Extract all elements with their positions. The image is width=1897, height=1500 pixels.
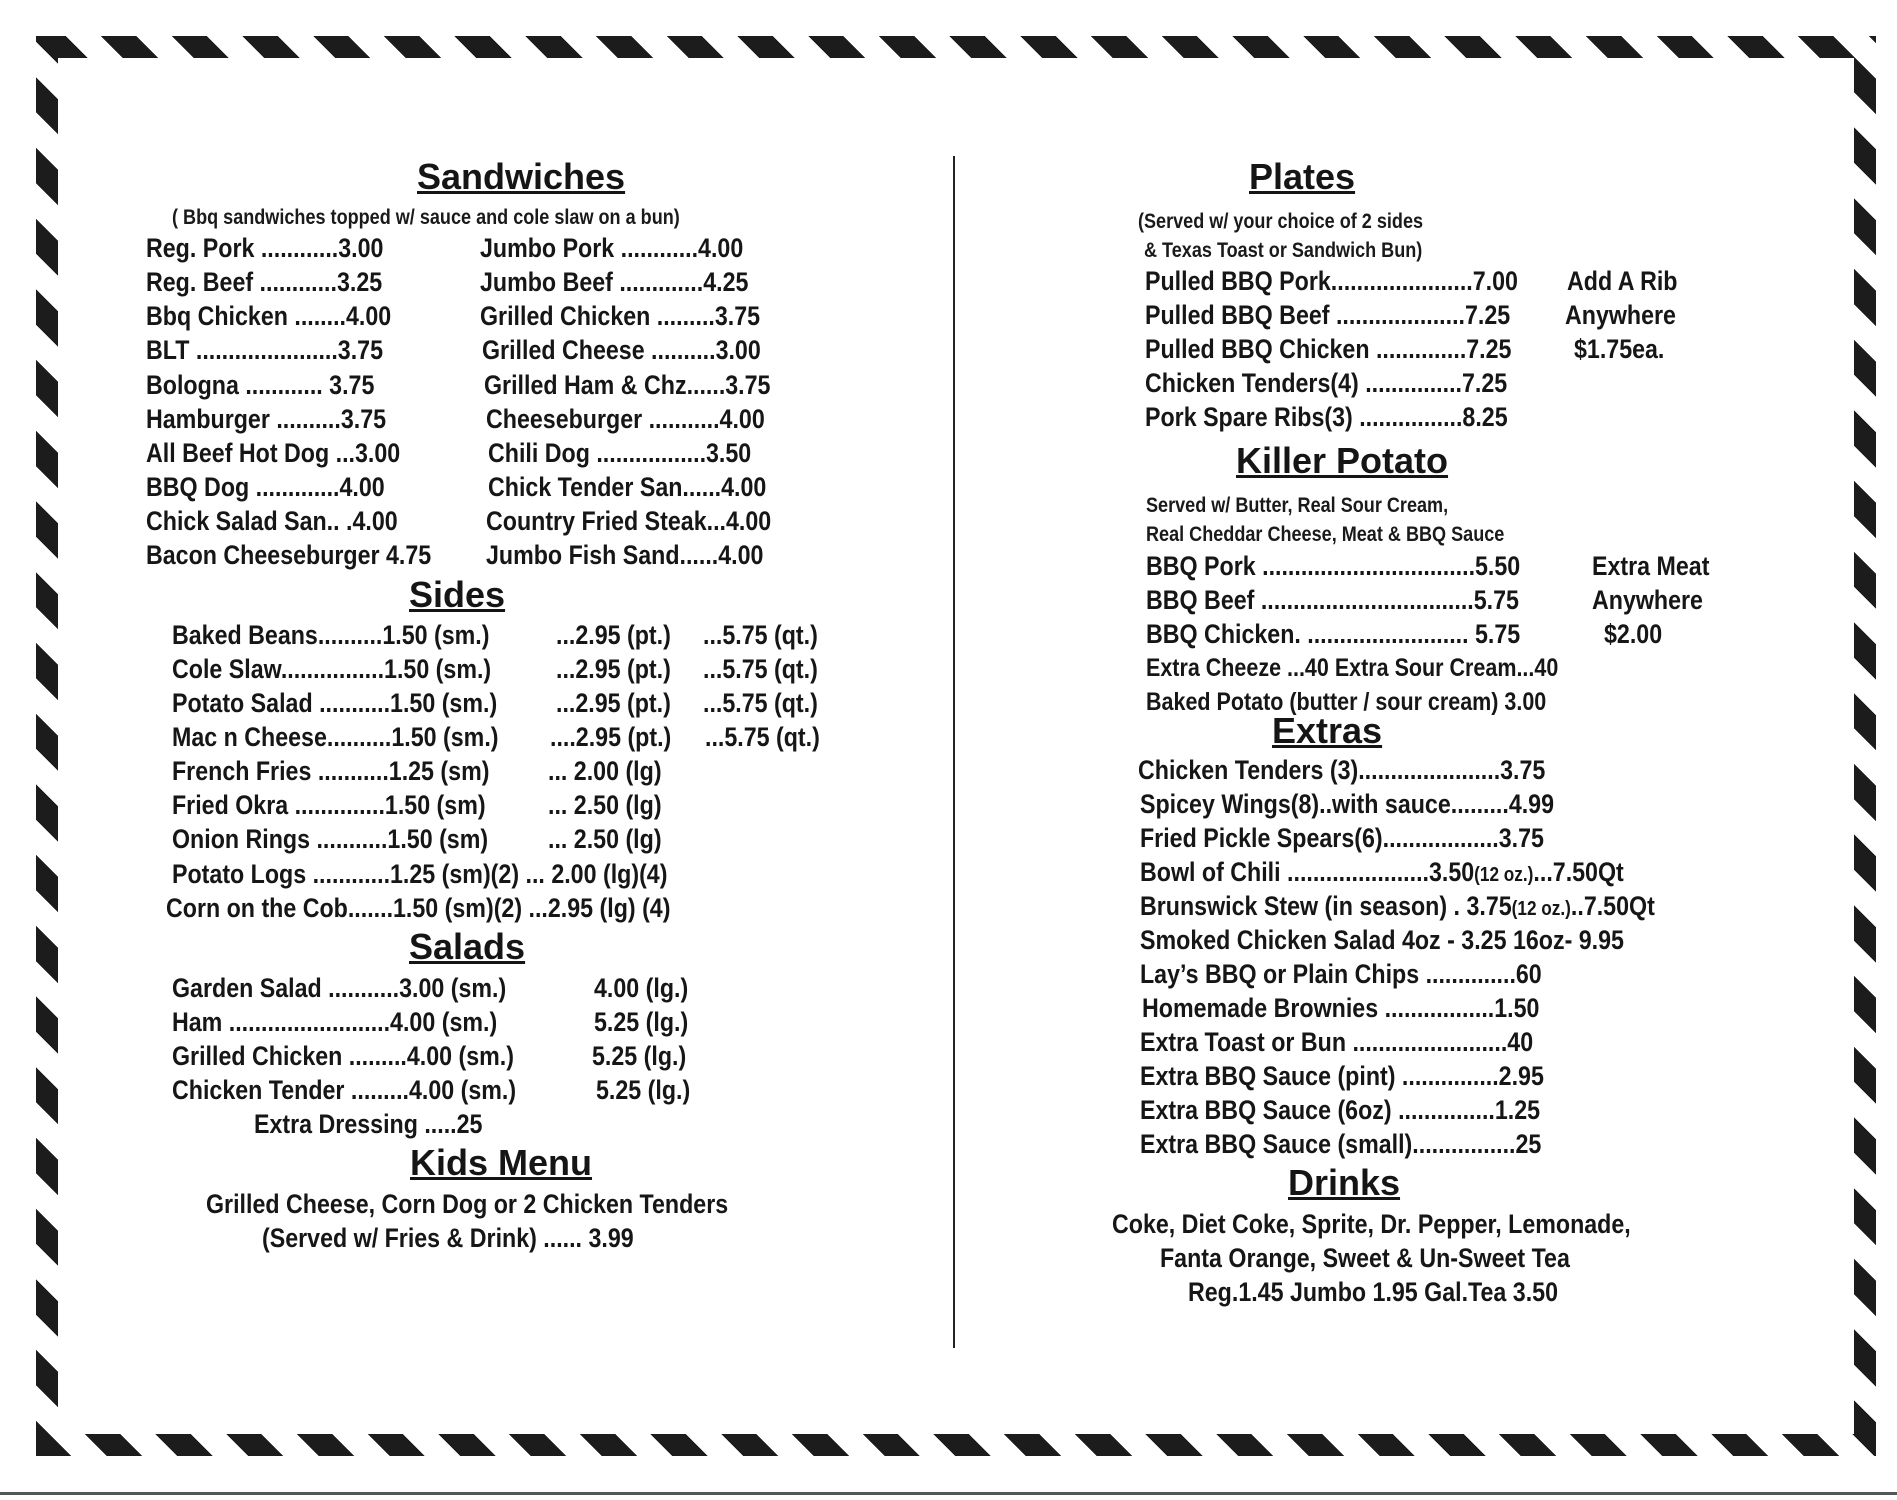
extras-item: Brunswick Stew (in season) . 3.75(12 oz.)..7.50Qt <box>1140 891 1655 921</box>
side-item-lg: ... 2.50 (lg) <box>548 824 662 854</box>
side-item-qt: ...5.75 (qt.) <box>703 620 818 650</box>
side-item-pt: ....2.95 (pt.) <box>550 722 672 752</box>
side-item-lg: ... 2.00 (lg) <box>548 756 662 786</box>
extras-item: Extra BBQ Sauce (small)................25 <box>1140 1129 1542 1159</box>
sandwiches-heading: Sandwiches <box>417 156 626 197</box>
extras-item: Chicken Tenders (3)......................3.75 <box>1138 755 1546 785</box>
sandwich-item: Reg. Beef ............3.25 <box>146 267 383 297</box>
side-item: Mac n Cheese..........1.50 (sm.) <box>172 722 499 752</box>
sandwich-item: Cheeseburger ...........4.00 <box>486 404 765 434</box>
kids-menu-line: (Served w/ Fries & Drink) ...... 3.99 <box>262 1223 634 1253</box>
sandwich-item: Chick Salad San.. .4.00 <box>146 506 398 536</box>
plate-item: Pulled BBQ Pork......................7.00 <box>1145 266 1518 296</box>
plate-item: Pulled BBQ Chicken ..............7.25 <box>1145 334 1512 364</box>
extras-heading: Extras <box>1272 710 1383 751</box>
salad-item: Grilled Chicken .........4.00 (sm.) <box>172 1041 514 1071</box>
plates-note: (Served w/ your choice of 2 sides <box>1138 210 1424 233</box>
sandwich-item: Jumbo Pork ............4.00 <box>480 233 744 263</box>
sandwich-item: Chick Tender San......4.00 <box>488 472 767 502</box>
side-item-pt: ...2.95 (pt.) <box>556 688 671 718</box>
plate-addon: Add A Rib <box>1567 266 1678 296</box>
side-item: Baked Beans..........1.50 (sm.) <box>172 620 490 650</box>
salad-item-lg: 5.25 (lg.) <box>594 1007 689 1037</box>
side-item: Potato Logs ............1.25 (sm)(2) ... 2.00 (lg)(4) <box>172 859 668 889</box>
extras-item: Homemade Brownies .................1.50 <box>1142 993 1540 1023</box>
extras-item: Smoked Chicken Salad 4oz - 3.25 16oz- 9.95 <box>1140 925 1624 955</box>
salad-item-lg: 5.25 (lg.) <box>592 1041 687 1071</box>
sandwich-item: Chili Dog .................3.50 <box>488 438 752 468</box>
baked-potato: Baked Potato (butter / sour cream) 3.00 <box>1146 688 1547 716</box>
plate-item: Pork Spare Ribs(3) ................8.25 <box>1145 402 1508 432</box>
potato-addon: $2.00 <box>1604 619 1663 649</box>
side-item: Potato Salad ...........1.50 (sm.) <box>172 688 498 718</box>
potato-addon: Anywhere <box>1592 585 1703 615</box>
sandwich-item: Jumbo Beef .............4.25 <box>480 267 749 297</box>
kids-menu-heading: Kids Menu <box>410 1142 593 1183</box>
salads-heading: Salads <box>409 926 526 967</box>
plate-addon: Anywhere <box>1565 300 1676 330</box>
side-item: Corn on the Cob.......1.50 (sm)(2) ...2.95 (lg) (4) <box>166 893 671 923</box>
killer-potato-note: Real Cheddar Cheese, Meat & BBQ Sauce <box>1146 523 1505 546</box>
sandwich-item: Country Fried Steak...4.00 <box>486 506 772 536</box>
drinks-line: Coke, Diet Coke, Sprite, Dr. Pepper, Lemonade, <box>1112 1209 1631 1239</box>
sandwich-item: Grilled Cheese ..........3.00 <box>482 335 761 365</box>
salad-item: Chicken Tender .........4.00 (sm.) <box>172 1075 517 1105</box>
side-item: Onion Rings ...........1.50 (sm) <box>172 824 489 854</box>
side-item-pt: ...2.95 (pt.) <box>556 620 671 650</box>
salad-item-lg: 4.00 (lg.) <box>594 973 689 1003</box>
sandwich-item: Grilled Ham & Chz......3.75 <box>484 370 771 400</box>
salad-item: Ham .........................4.00 (sm.) <box>172 1007 498 1037</box>
sandwich-item: Bbq Chicken ........4.00 <box>146 301 392 331</box>
sandwich-item: BLT ......................3.75 <box>146 335 383 365</box>
side-item: French Fries ...........1.25 (sm) <box>172 756 490 786</box>
potato-item: BBQ Chicken. ......................... 5.75 <box>1146 619 1521 649</box>
drinks-heading: Drinks <box>1288 1162 1401 1203</box>
sides-heading: Sides <box>409 574 506 615</box>
sandwich-item: Bacon Cheeseburger 4.75 <box>146 540 432 570</box>
sandwich-item: BBQ Dog .............4.00 <box>146 472 385 502</box>
extras-item: Extra BBQ Sauce (6oz) ...............1.25 <box>1140 1095 1541 1125</box>
plate-item: Pulled BBQ Beef ....................7.25 <box>1145 300 1511 330</box>
salad-item: Garden Salad ...........3.00 (sm.) <box>172 973 507 1003</box>
extras-item: Spicey Wings(8)..with sauce.........4.99 <box>1140 789 1555 819</box>
sandwich-item: Bologna ............ 3.75 <box>146 370 375 400</box>
sandwich-item: Hamburger ..........3.75 <box>146 404 387 434</box>
extras-item: Fried Pickle Spears(6)..................3.75 <box>1140 823 1544 853</box>
drinks-line: Fanta Orange, Sweet & Un-Sweet Tea <box>1160 1243 1570 1273</box>
page-edge-line <box>0 1492 1897 1495</box>
extra-dressing: Extra Dressing .....25 <box>254 1109 483 1139</box>
potato-extra-toppings: Extra Cheeze ...40 Extra Sour Cream...40 <box>1146 654 1559 682</box>
sandwich-item: All Beef Hot Dog ...3.00 <box>146 438 401 468</box>
killer-potato-heading: Killer Potato <box>1236 440 1449 481</box>
potato-addon: Extra Meat <box>1592 551 1710 581</box>
extras-item: Extra BBQ Sauce (pint) ...............2.95 <box>1140 1061 1544 1091</box>
side-item: Fried Okra ..............1.50 (sm) <box>172 790 486 820</box>
plate-addon: $1.75ea. <box>1574 334 1665 364</box>
sandwich-item: Reg. Pork ............3.00 <box>146 233 384 263</box>
side-item-qt: ...5.75 (qt.) <box>703 654 818 684</box>
potato-item: BBQ Beef .................................5.75 <box>1146 585 1519 615</box>
plates-heading: Plates <box>1249 156 1356 197</box>
sandwich-item: Grilled Chicken .........3.75 <box>480 301 761 331</box>
kids-menu-line: Grilled Cheese, Corn Dog or 2 Chicken Tenders <box>206 1189 729 1219</box>
plate-item: Chicken Tenders(4) ...............7.25 <box>1145 368 1508 398</box>
extras-item: Bowl of Chili ......................3.50(12 oz.)...7.50Qt <box>1140 857 1624 887</box>
side-item-lg: ... 2.50 (lg) <box>548 790 662 820</box>
salad-item-lg: 5.25 (lg.) <box>596 1075 691 1105</box>
drinks-prices: Reg.1.45 Jumbo 1.95 Gal.Tea 3.50 <box>1188 1277 1558 1307</box>
side-item-qt: ...5.75 (qt.) <box>703 688 818 718</box>
side-item-pt: ...2.95 (pt.) <box>556 654 671 684</box>
side-item: Cole Slaw................1.50 (sm.) <box>172 654 492 684</box>
side-item-qt: ...5.75 (qt.) <box>705 722 820 752</box>
extras-item: Extra Toast or Bun ........................40 <box>1140 1027 1534 1057</box>
sandwiches-note: ( Bbq sandwiches topped w/ sauce and cole slaw on a bun) <box>172 206 680 229</box>
extras-item: Lay’s BBQ or Plain Chips ..............60 <box>1140 959 1542 989</box>
killer-potato-note: Served w/ Butter, Real Sour Cream, <box>1146 494 1449 517</box>
potato-item: BBQ Pork .................................5.50 <box>1146 551 1521 581</box>
column-divider <box>953 156 955 1348</box>
plates-note: & Texas Toast or Sandwich Bun) <box>1144 239 1423 262</box>
sandwich-item: Jumbo Fish Sand......4.00 <box>486 540 764 570</box>
